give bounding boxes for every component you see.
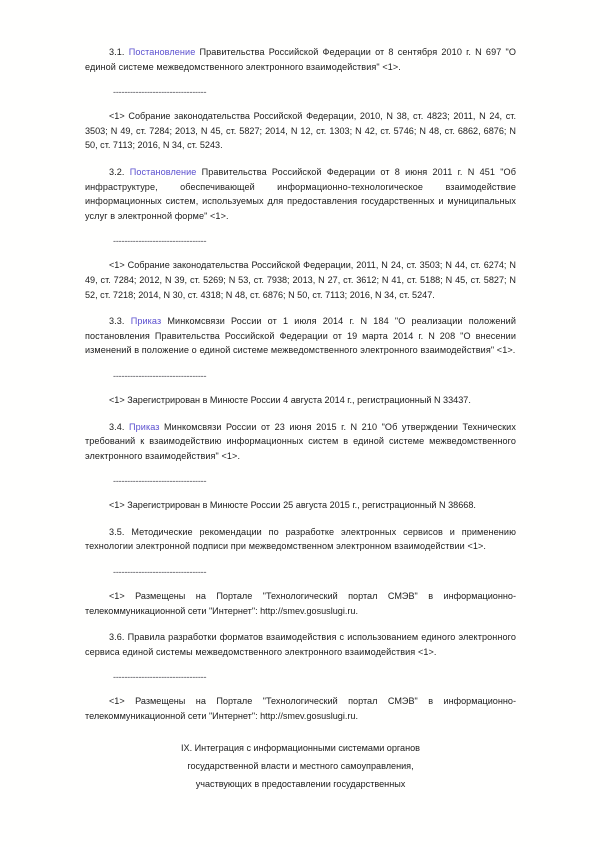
footnote-4: <1> Зарегистрирован в Минюсте России 25 августа 2015 г., регистрационный N 38668. (109, 500, 476, 511)
footnote-1: <1> Собрание законодательства Российской Федерации, 2010, N 38, ст. 4823; 2011, N 24, ст. 3503; N 49, ст. 7284; 2013, N 45, ст. 5827; 2014, N 12, ст. 1303; N 42, ст. 5746; N 48, ст. 6862, 6876; N 50, ст. 7113; 2016, N 34, ст. 5243. (85, 111, 516, 151)
clause-3-5-body: Методические рекомендации по разработке электронных сервисов и применению технологии электронной подписи при межведомственном электронном взаимодействии <1>. (85, 526, 516, 552)
clause-3-5-number: 3.5. (109, 526, 125, 537)
clause-3-3-number: 3.3. (109, 316, 125, 327)
clause-3-6 (85, 630, 516, 659)
clause-3-2-number: 3.2. (109, 166, 125, 177)
footnote-6: <1> Размещены на Портале "Технологический портал СМЭВ" в информационно-телекоммуникационной сети "Интернет": http://smev.gosuslugi.ru. (85, 696, 516, 722)
clause-3-3-body: Минкомсвязи России от 1 июля 2014 г. N 184 "О реализации положений постановления Правительства Российской Федерации от 19 марта 2014 г. N 208 "О внесении изменений в положение о единой системе межведомственного электронного взаимодействия" <1>. (85, 316, 516, 356)
footnote-5: <1> Размещены на Портале "Технологический портал СМЭВ" в информационно-телекоммуникационной сети "Интернет": http://smev.gosuslugi.ru. (85, 591, 516, 616)
clause-3-6-number: 3.6. (109, 632, 125, 643)
footnote-3: <1> Зарегистрирован в Минюсте России 4 августа 2014 г., регистрационный N 33437. (109, 394, 471, 405)
clause-3-4-link[interactable]: Приказ (129, 421, 160, 432)
clause-3-2-body: Правительства Российской Федерации от 8 июня 2011 г. N 451 "Об инфраструктуре, обеспечивающей информационно-технологическое взаимодействие информационных систем, используемых для предоставления государственных и муниципальных услуг в электронной форме" <1>. (85, 166, 516, 221)
clause-3-1 (85, 45, 516, 74)
separator-3: --------------------------------- (113, 370, 207, 381)
clause-3-1-link[interactable]: Постановление (128, 47, 196, 57)
separator-4: --------------------------------- (113, 476, 207, 487)
section-heading-line-3: участвующих в предоставлении государственных (195, 779, 406, 790)
clause-3-2 (85, 165, 516, 223)
separator-5: --------------------------------- (113, 567, 207, 578)
clause-3-6-body: Правила разработки форматов взаимодействия с использованием единого электронного сервиса единой системы межведомственного электронного взаимодействия <1>. (85, 632, 516, 657)
clause-3-3 (85, 314, 516, 358)
separator-6: --------------------------------- (113, 672, 207, 683)
clause-3-4 (85, 420, 516, 464)
section-heading-line-1: IX. Интеграция с информационными системами органов (180, 742, 421, 753)
clause-3-4-body: Минкомсвязи России от 23 июня 2015 г. N 210 "Об утверждении Технических требований к взаимодействию информационных систем в единой системе межведомственного электронного взаимодействия" <1>. (85, 421, 516, 461)
clause-3-1-number: 3.1. (109, 47, 125, 57)
separator-2: --------------------------------- (113, 236, 207, 247)
footnote-2: <1> Собрание законодательства Российской Федерации, 2011, N 24, ст. 3503; N 44, ст. 6274; N 49, ст. 7284; 2012, N 39, ст. 5269; N 53, ст. 7938; 2013, N 27, ст. 3612; N 41, ст. 5188; N 45, ст. 5827; N 52, ст. 7218; 2014, N 30, ст. 4318; N 48, ст. 6876; N 50, ст. 7113; 2016, N 34, ст. 5247. (85, 260, 516, 300)
clause-3-3-link[interactable]: Приказ (130, 316, 162, 327)
section-heading-line-2: государственной власти и местного самоуправления, (187, 760, 414, 771)
clause-3-1-body: Правительства Российской Федерации от 8 сентября 2010 г. N 697 "О единой системе межведомственного электронного взаимодействия" <1>. (85, 47, 516, 72)
separator-1: --------------------------------- (113, 87, 207, 98)
clause-3-2-link[interactable]: Постановление (129, 166, 197, 177)
clause-3-4-number: 3.4. (109, 421, 125, 432)
clause-3-5 (85, 525, 516, 554)
